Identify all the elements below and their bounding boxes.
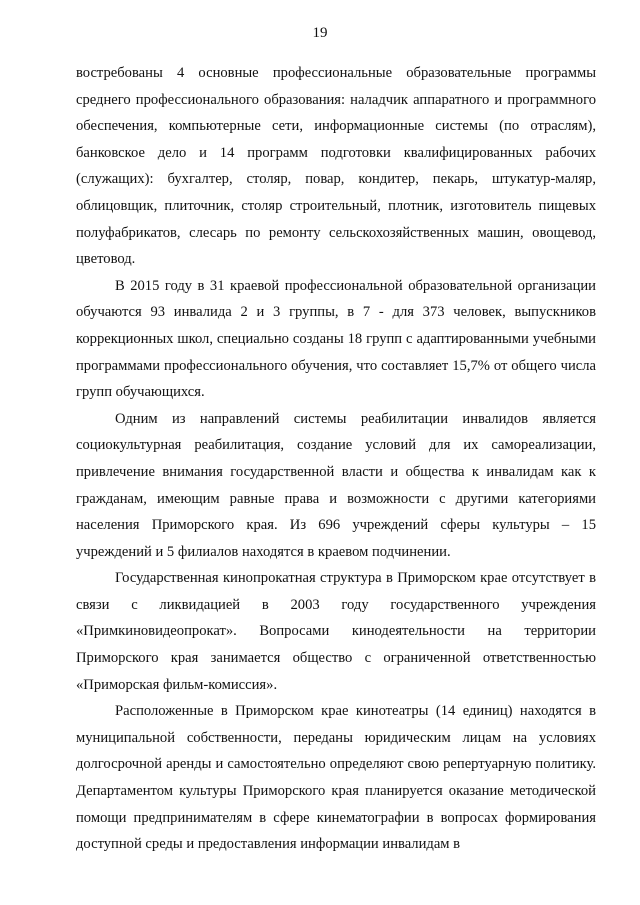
paragraph-film-distribution: Государственная кинопрокатная структура в Приморском крае отсутствует в связи с ликвидацией в 2003 году государственного учреждения «Примкиновидеопрокат». Вопросами кинодеятельности на территории Приморского края занимается общество с ограниченной ответственностью «Приморская фильм-комиссия». xyxy=(76,570,596,693)
document-body xyxy=(76,60,596,858)
paragraph-education-2015: В 2015 году в 31 краевой профессиональной образовательной организации обучаются 93 инвалида 2 и 3 группы, в 7 - для 373 человек, выпускников коррекционных школ, специально созданы 18 групп с адаптированными учебными программами профессионального обучения, что составляет 15,7% от общего числа групп обучающихся. xyxy=(76,277,596,401)
paragraph-sociocultural-rehabilitation: Одним из направлений системы реабилитации инвалидов является социокультурная реабилитация, создание условий для их самореализации, привлечение внимания государственной власти и общества к инвалидам как к гражданам, имеющим равные права и возможности с другими категориями населения Приморского края. Из 696 учреждений сферы культуры – 15 учреждений и 5 филиалов находятся в краевом подчинении. xyxy=(76,410,596,560)
paragraph-cinemas: Расположенные в Приморском крае кинотеатры (14 единиц) находятся в муниципальной собственности, переданы юридическим лицам на условиях долгосрочной аренды и самостоятельно определяют свою репертуарную политику. Департаментом культуры Приморского края планируется оказание методической помощи предпринимателям в сфере кинематографии в вопросах формирования доступной среды и предоставления информации инвалидам в xyxy=(76,703,596,853)
paragraph-continuation: востребованы 4 основные профессиональные образовательные программы среднего профессионального образования: наладчик аппаратного и программного обеспечения, компьютерные сети, информационные системы (по отраслям), банковское дело и 14 программ подготовки квалифицированных рабочих (служащих): бухгалтер, столяр, повар, кондитер, пекарь, штукатур-маляр, облицовщик, плиточник, столяр строительный, плотник, изготовитель пищевых полуфабрикатов, слесарь по ремонту сельскохозяйственных машин, овощевод, цветовод. xyxy=(76,65,596,268)
page-number: 19 xyxy=(312,25,328,41)
